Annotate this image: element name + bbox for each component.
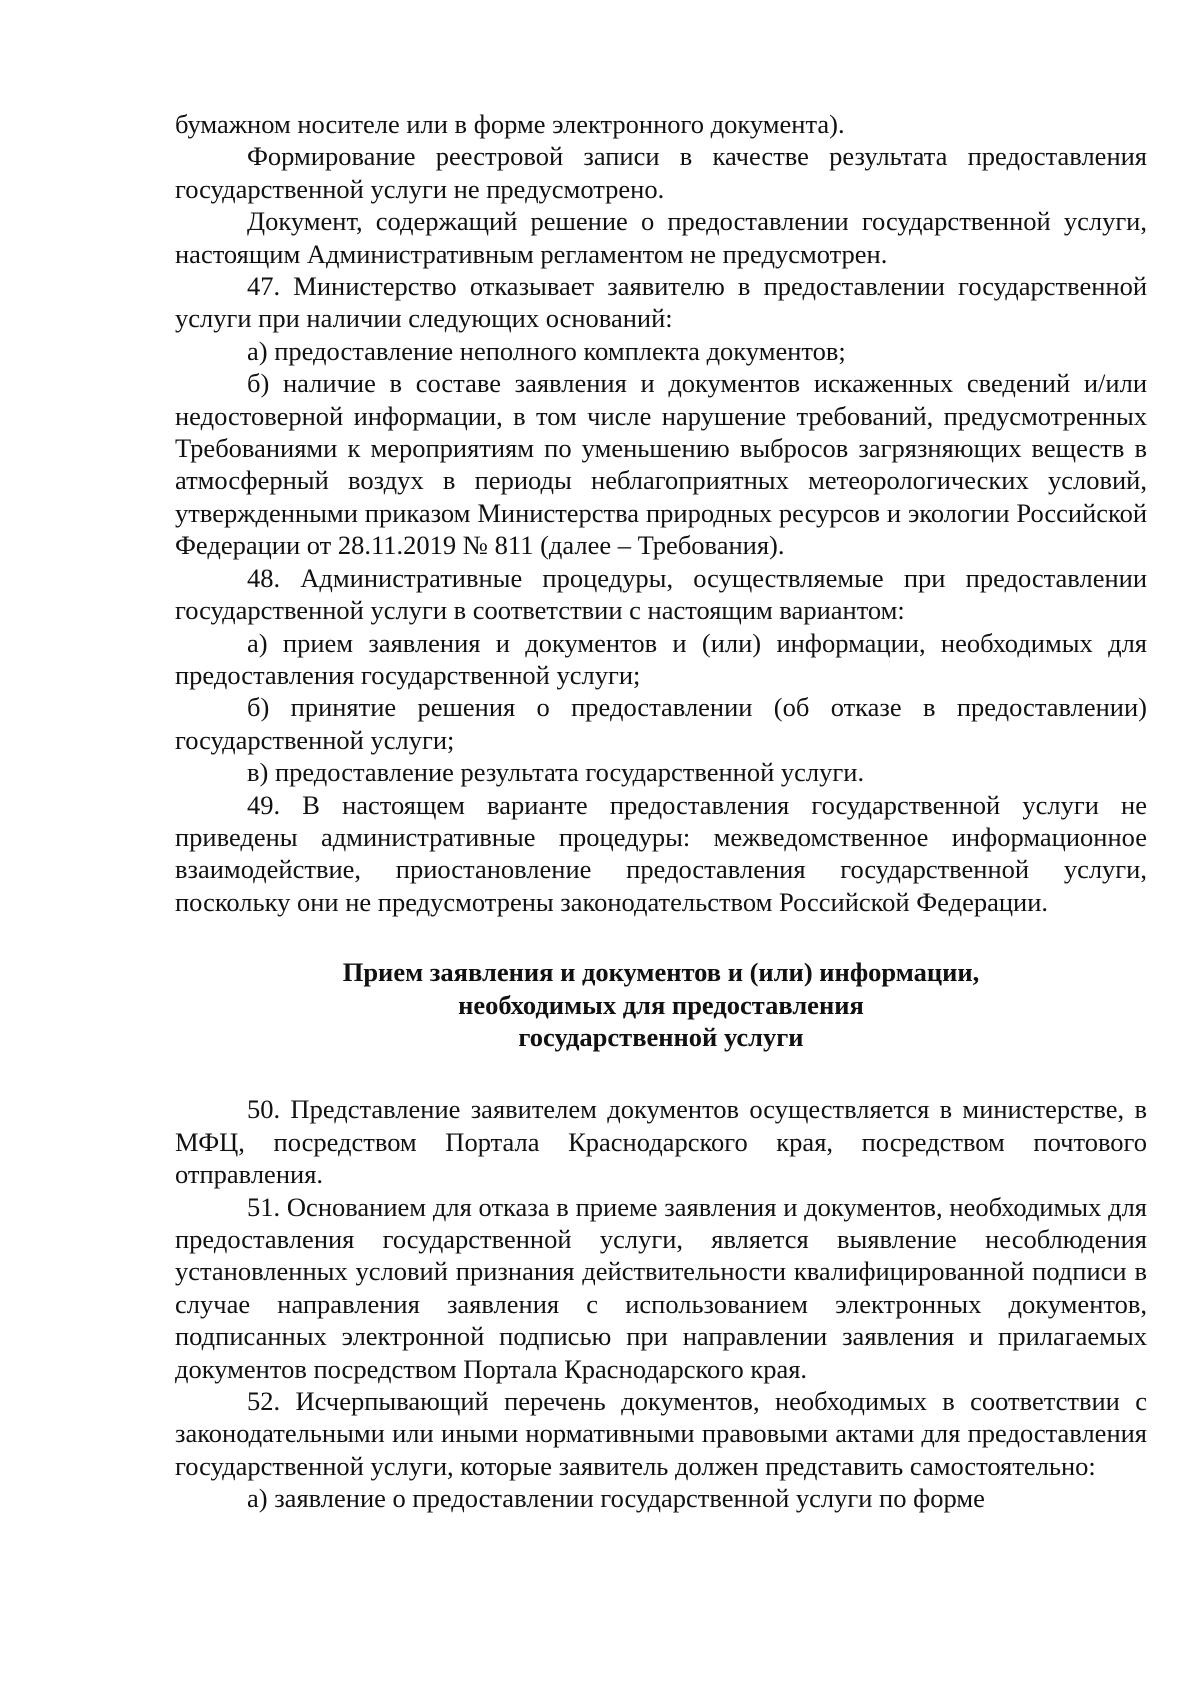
paragraph-registry-record: Формирование реестровой записи в качестве результата предоставления государственной услуги не предусмотрено. (175, 141, 1147, 204)
paragraph-48-v: в) предоставление результата государственной услуги. (247, 757, 865, 788)
section-heading-line: необходимых для предоставления (458, 989, 864, 1020)
paragraph-continuation: бумажном носителе или в форме электронного документа). (175, 109, 845, 139)
paragraphs-bottom (175, 1093, 1147, 1514)
paragraph-decision-document: Документ, содержащий решение о предоставлении государственной услуги, настоящим Административным регламентом не предусмотрен. (175, 206, 1147, 269)
section-heading (175, 956, 1147, 1053)
paragraph-48-a: а) прием заявления и документов и (или) информации, необходимых для предоставления государственной услуги; (175, 627, 1147, 690)
paragraph-47-a: а) предоставление неполного комплекта документов; (247, 335, 846, 366)
paragraph-47: 47. Министерство отказывает заявителю в предоставлении государственной услуги при наличии следующих оснований: (175, 271, 1147, 334)
paragraph-52-a: а) заявление о предоставлении государственной услуги по форме (247, 1483, 985, 1514)
paragraph-51: 51. Основанием для отказа в приеме заявления и документов, необходимых для предоставления государственной услуги, является выявление несоблюдения установленных условий признания действительности квалифицированной подписи в случае направления заявления с использованием электронных документов, подписанных электронной подписью при направлении заявления и прилагаемых документов посредством Портала Краснодарского края. (175, 1191, 1147, 1384)
paragraph-49: 49. В настоящем варианте предоставления государственной услуги не приведены административные процедуры: межведомственное информационное взаимодействие, приостановление предоставления государственной услуги, поскольку они не предусмотрены законодательством Российской Федерации. (175, 789, 1147, 917)
paragraphs-top (175, 108, 1147, 918)
paragraph-48: 48. Административные процедуры, осуществляемые при предоставлении государственной услуги в соответствии с настоящим вариантом: (175, 562, 1147, 626)
section-heading-line: Прием заявления и документов и (или) информации, (342, 957, 980, 988)
paragraph-52: 52. Исчерпывающий перечень документов, необходимых в соответствии с законодательными или иными нормативными правовыми актами для предоставления государственной услуги, которые заявитель должен представить самостоятельно: (175, 1386, 1147, 1481)
paragraph-47-b: б) наличие в составе заявления и документов искаженных сведений и/или недостоверной информации, в том числе нарушение требований, предусмотренных Требованиями к мероприятиям по уменьшению выбросов загрязняющих веществ в атмосферный воздух в периоды неблагоприятных метеорологических условий, утвержденными приказом Министерства природных ресурсов и экологии Российской Федерации от 28.11.2019 № 811 (далее – Требования). (175, 368, 1147, 561)
paragraph-50: 50. Представление заявителем документов осуществляется в министерстве, в МФЦ, посредством Портала Краснодарского края, посредством почтового отправления. (175, 1094, 1147, 1190)
document-page (175, 108, 1147, 1515)
section-heading-line: государственной услуги (518, 1021, 804, 1052)
paragraph-48-b: б) принятие решения о предоставлении (об отказе в предоставлении) государственной услуги; (175, 692, 1147, 755)
